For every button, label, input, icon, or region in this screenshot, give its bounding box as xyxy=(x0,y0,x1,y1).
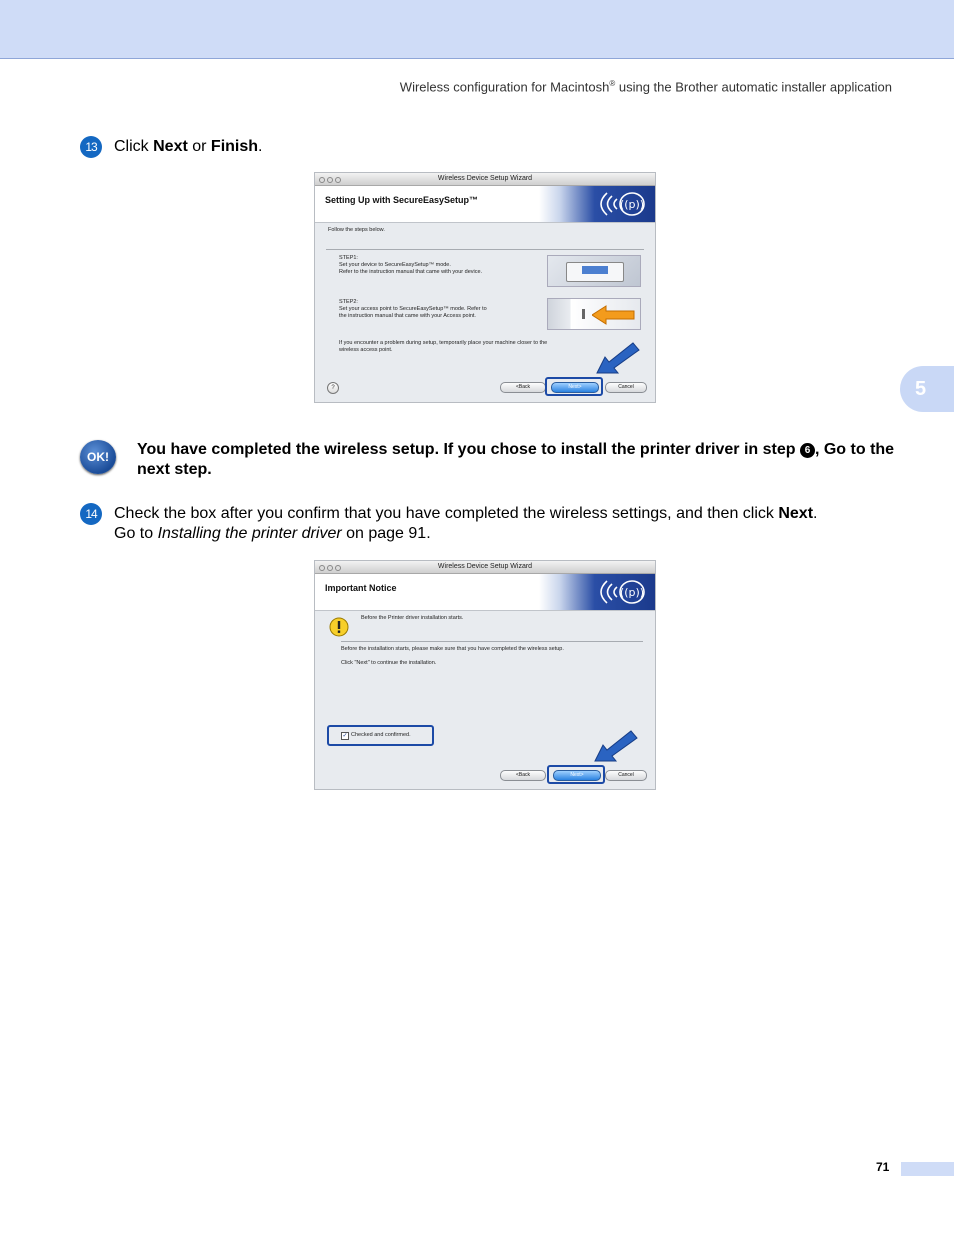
help-button[interactable]: ? xyxy=(327,382,339,394)
step-14-line2: Go to Installing the printer driver on page 91. xyxy=(114,525,431,542)
back-button[interactable]: <Back xyxy=(500,382,546,393)
divider xyxy=(341,641,643,642)
step2-line2: the instruction manual that came with your Access point. xyxy=(339,313,476,319)
step2-line1: Set your access point to SecureEasySetup™ mode. Refer to xyxy=(339,306,487,312)
wizard-intro: Follow the steps below. xyxy=(328,227,385,233)
blue-pointer-arrow-icon xyxy=(593,729,639,765)
confirm-checkbox[interactable]: ✓ xyxy=(342,733,348,739)
ok-note-text: You have completed the wireless setup. If you chose to install the printer driver in step 6 , Go to the next step. xyxy=(137,441,895,478)
step-reference-badge: 6 xyxy=(800,443,815,458)
running-head: Wireless configuration for Macintosh® using the Brother automatic installer application xyxy=(399,79,892,95)
body-line1: Before the installation starts, please make sure that you have completed the wireless setup. xyxy=(341,646,564,652)
step-13-marker: 13 xyxy=(80,136,102,158)
wizard-screenshot-secureeasysetup xyxy=(314,172,656,403)
cancel-button[interactable]: Cancel xyxy=(605,382,647,393)
step-14-line1: Check the box after you confirm that you have completed the wireless settings, and then click Next. xyxy=(114,505,818,522)
wizard-header xyxy=(315,186,655,223)
footer-bar xyxy=(901,1162,954,1176)
access-point-image xyxy=(547,298,641,330)
step-14-text xyxy=(114,504,904,544)
cancel-button[interactable]: Cancel xyxy=(605,770,647,781)
next-button[interactable]: Next> xyxy=(553,770,601,781)
window-titlebar: Wireless Device Setup Wizard xyxy=(315,561,655,574)
wireless-logo-banner xyxy=(539,574,655,610)
step-14-marker: 14 xyxy=(80,503,102,525)
divider xyxy=(326,249,644,250)
body-line2: Click "Next" to continue the installation. xyxy=(341,660,437,666)
svg-text:((p)): ((p)) xyxy=(619,198,645,211)
wizard-header-title: Important Notice xyxy=(325,583,397,593)
problem-line1: If you encounter a problem during setup, temporarily place your machine closer to the xyxy=(339,340,548,346)
step1-title: STEP1: xyxy=(339,255,358,261)
next-button[interactable]: Next> xyxy=(551,382,599,393)
step1-line1: Set your device to SecureEasySetup™ mode. xyxy=(339,262,451,268)
wireless-signal-icon xyxy=(587,577,647,607)
problem-line2: wireless access point. xyxy=(339,347,393,353)
step-13-text: Click Next or Finish. xyxy=(114,138,263,155)
chapter-tab: 5 xyxy=(900,366,954,412)
confirm-checkbox-label[interactable]: Checked and confirmed. xyxy=(351,732,411,738)
ok-icon: OK! xyxy=(80,440,116,474)
wireless-signal-icon xyxy=(587,189,647,219)
wizard-screenshot-important-notice xyxy=(314,560,656,790)
window-titlebar: Wireless Device Setup Wizard xyxy=(315,173,655,186)
step2-title: STEP2: xyxy=(339,299,358,305)
notice-text: Before the Printer driver installation starts. xyxy=(361,615,464,621)
orange-arrow-icon xyxy=(592,305,636,325)
wizard-header xyxy=(315,574,655,611)
back-button[interactable]: <Back xyxy=(500,770,546,781)
wireless-logo-banner xyxy=(539,186,655,222)
warning-icon xyxy=(329,617,349,637)
top-header-band xyxy=(0,0,954,59)
printer-image xyxy=(547,255,641,287)
blue-pointer-arrow-icon xyxy=(595,341,641,377)
svg-text:((p)): ((p)) xyxy=(619,586,645,599)
page-number: 71 xyxy=(876,1160,890,1174)
step1-line2: Refer to the instruction manual that came with your device. xyxy=(339,269,483,275)
wizard-header-title: Setting Up with SecureEasySetup™ xyxy=(325,195,479,205)
